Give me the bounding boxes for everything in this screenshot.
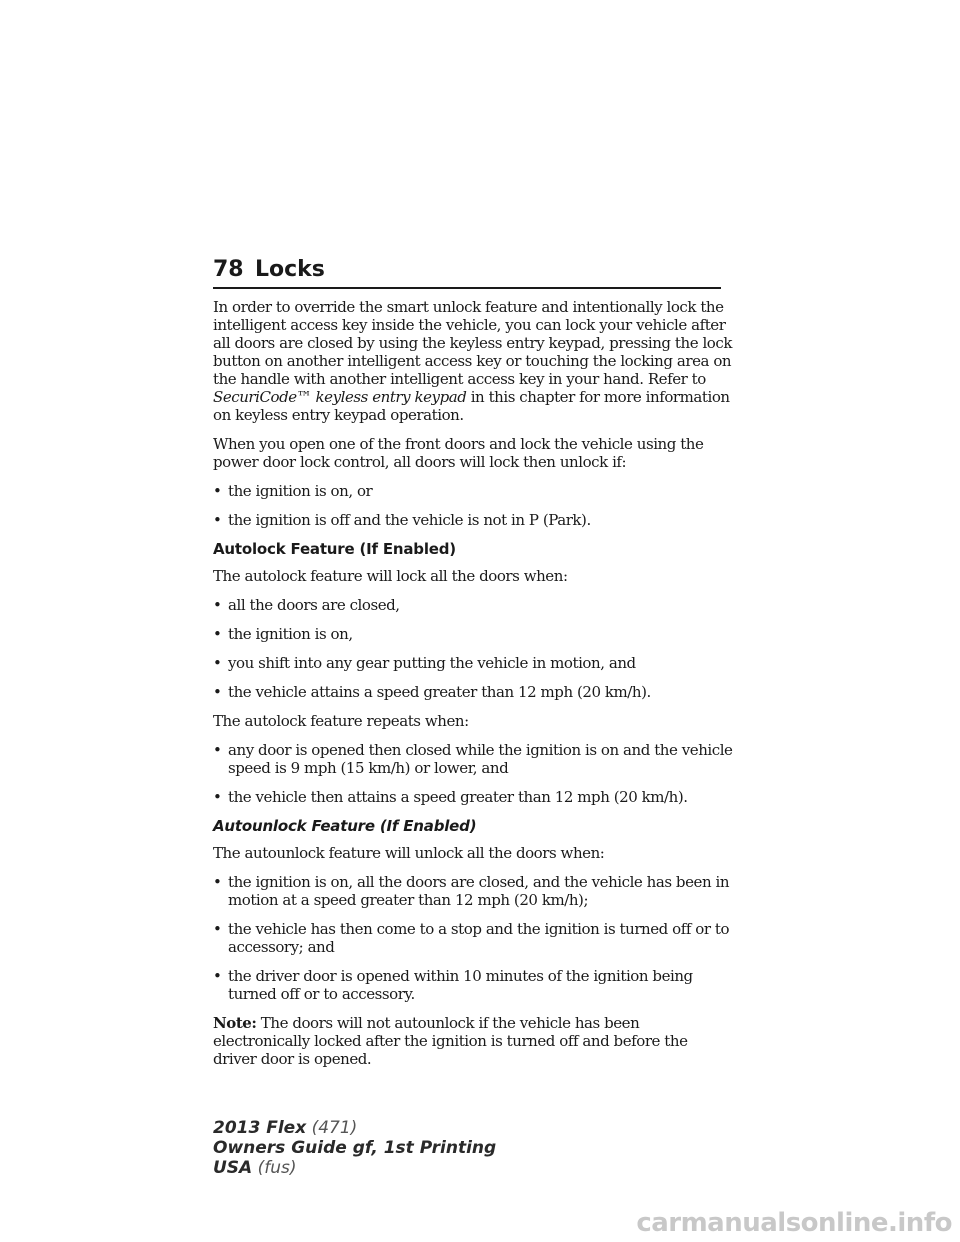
list-item: • the driver door is opened within 10 minutes of the ignition being turned off or to accessory. (213, 967, 693, 1003)
bullet-icon: • (213, 596, 222, 614)
autolock-heading: Autolock Feature (If Enabled) (213, 540, 456, 558)
autolock-repeat-intro: The autolock feature repeats when: (213, 712, 469, 730)
watermark: carmanualsonline.info (636, 1208, 952, 1238)
list-item: • the vehicle then attains a speed greater than 12 mph (20 km/h). (213, 788, 688, 806)
note-label: Note: (213, 1014, 257, 1032)
footer-line: Owners Guide gf, 1st Printing (213, 1138, 497, 1158)
page-content (213, 298, 733, 1079)
autolock-intro: The autolock feature will lock all the doors when: (213, 567, 568, 585)
autounlock-heading: Autounlock Feature (If Enabled) (213, 817, 477, 835)
page-number: 78 (213, 257, 244, 282)
bullet-icon: • (213, 920, 222, 938)
list-item: • the ignition is off and the vehicle is not in P (Park). (213, 511, 591, 529)
page-header (213, 255, 721, 289)
cross-reference: SecuriCode™ keyless entry keypad (213, 388, 467, 406)
bullet-icon: • (213, 654, 222, 672)
bullet-icon: • (213, 683, 222, 701)
list-item: • you shift into any gear putting the vehicle in motion, and (213, 654, 636, 672)
list-item: • the ignition is on, or (213, 482, 373, 500)
intro-paragraph: In order to override the smart unlock feature and intentionally lock the intelligent access key inside the vehicle, you can lock your vehicle after all doors are closed by using the keyless entry keypad, pressing the lock button on another intelligent access key or touching the locking area on the handle with another intelligent access key in your hand. Refer to SecuriCode™ keyless entry keypad in this chapter for more information on keyless entry keypad operation. (213, 298, 732, 424)
list-item: • any door is opened then closed while the ignition is on and the vehicle speed is 9 mph (15 km/h) or lower, and (213, 741, 733, 777)
list-item: • the ignition is on, (213, 625, 353, 643)
bullet-icon: • (213, 967, 222, 985)
footer-line: 2013 Flex (471) (213, 1118, 358, 1138)
autounlock-intro: The autounlock feature will unlock all the doors when: (213, 844, 605, 862)
bullet-icon: • (213, 482, 222, 500)
footer-line: USA (fus) (213, 1158, 297, 1178)
bullet-icon: • (213, 625, 222, 643)
list-item: • the vehicle has then come to a stop and the ignition is turned off or to accessory; and (213, 920, 730, 956)
list-item: • the ignition is on, all the doors are closed, and the vehicle has been in motion at a speed greater than 12 mph (20 km/h); (213, 873, 730, 909)
print-footer (213, 1118, 496, 1178)
list-item: • all the doors are closed, (213, 596, 400, 614)
chapter-title: Locks (255, 257, 325, 282)
intro-paragraph-2: When you open one of the front doors and lock the vehicle using the power door lock control, all doors will lock then unlock if: (213, 435, 704, 471)
bullet-icon: • (213, 511, 222, 529)
list-item: • the vehicle attains a speed greater than 12 mph (20 km/h). (213, 683, 651, 701)
bullet-icon: • (213, 873, 222, 891)
bullet-icon: • (213, 741, 222, 759)
note-paragraph: Note: The doors will not autounlock if the vehicle has been electronically locked after the ignition is turned off and before the driver door is opened. (213, 1014, 688, 1068)
bullet-icon: • (213, 788, 222, 806)
